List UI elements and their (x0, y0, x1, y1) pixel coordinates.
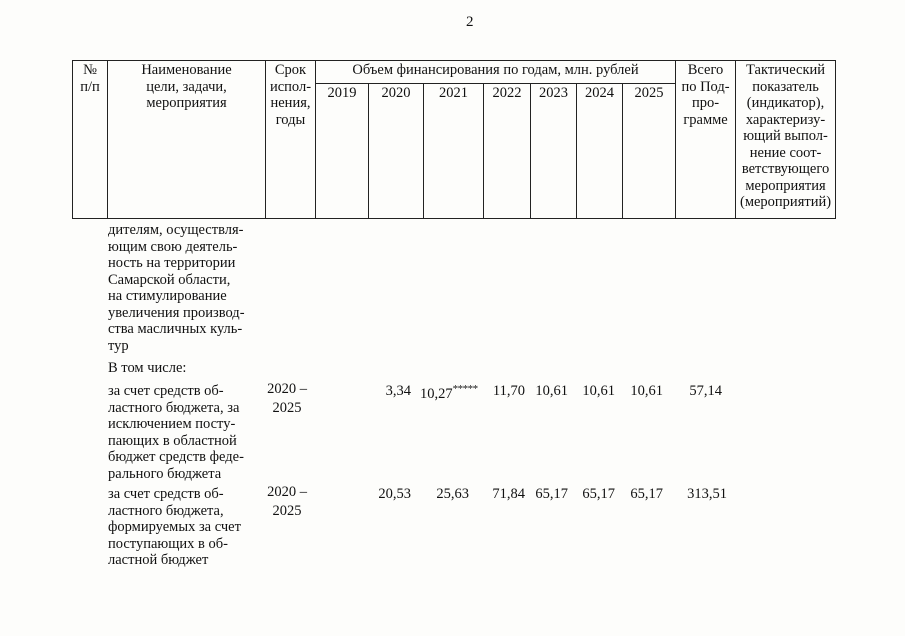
value-2025: 65,17 (630, 486, 663, 502)
continuation-text: дителям, осуществля- ющим свою деятель- ность на территории Самарской области, на стимулирование увеличения производ- ства масличных куль- тур (108, 222, 245, 354)
header-year: 2020 (369, 84, 424, 219)
value-2024: 65,17 (582, 486, 615, 502)
header-year: 2023 (531, 84, 577, 219)
header-year: 2024 (577, 84, 623, 219)
footnote-mark: ***** (452, 383, 478, 395)
value-total: 57,14 (689, 383, 722, 399)
header-funding: Объем финансирования по годам, млн. рублей (316, 61, 676, 84)
value-2023: 65,17 (535, 486, 568, 502)
value-2022: 11,70 (492, 383, 525, 399)
value-2024: 10,61 (582, 383, 615, 399)
header-year: 2019 (316, 84, 369, 219)
page-number: 2 (466, 14, 474, 30)
header-term: Срок испол- нения, годы (266, 61, 316, 219)
header-table (72, 60, 836, 219)
value-2022: 71,84 (492, 486, 525, 502)
value-2020: 3,34 (385, 383, 411, 399)
header-name: Наименование цели, задачи, мероприятия (108, 61, 266, 219)
value-total: 313,51 (687, 486, 727, 502)
including-label: В том числе: (108, 360, 187, 376)
header-year: 2021 (424, 84, 484, 219)
header-year: 2022 (484, 84, 531, 219)
header-num: № п/п (73, 61, 108, 219)
value-2020: 20,53 (378, 486, 411, 502)
row-term: 2020 – 2025 (267, 484, 307, 519)
header-total: Всего по Под- про- грамме (676, 61, 736, 219)
value-2021: 10,27***** (420, 383, 478, 402)
row-term: 2020 – 2025 (267, 381, 307, 416)
value-2023: 10,61 (535, 383, 568, 399)
row-description: за счет средств об- ластного бюджета, за исключением посту- пающих в областной бюджет средств феде- рального бюджета (108, 383, 244, 482)
value-2021: 25,63 (436, 486, 469, 502)
row-description: за счет средств об- ластного бюджета, формируемых за счет поступающих в об- ластной бюджет (108, 486, 241, 568)
header-year: 2025 (623, 84, 676, 219)
value-2025: 10,61 (630, 383, 663, 399)
header-indicator: Тактический показатель (индикатор), характеризу- ющий выпол- нение соот- ветствующего мероприятия (мероприятий) (736, 61, 836, 219)
